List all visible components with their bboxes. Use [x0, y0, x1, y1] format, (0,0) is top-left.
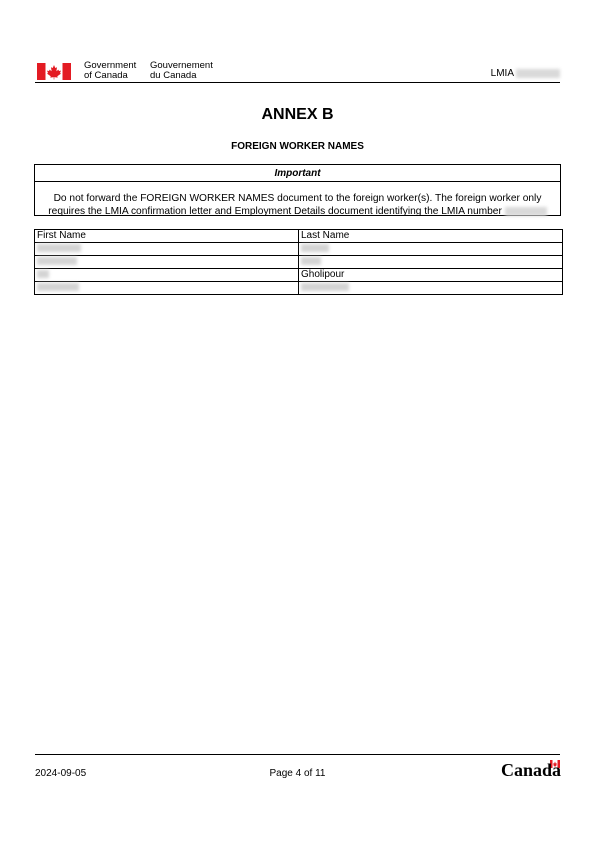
last-name-cell: Gholipour — [299, 269, 563, 282]
notice-title: Important — [274, 168, 321, 179]
column-header-first-name: First Name — [35, 230, 299, 243]
first-name-cell — [35, 282, 299, 295]
table-row — [35, 256, 563, 269]
last-name-cell — [299, 243, 563, 256]
gov-en-line2: of Canada — [84, 70, 128, 81]
gov-fr-line2: du Canada — [150, 70, 197, 81]
first-name-cell — [35, 256, 299, 269]
lmia-label: LMIA — [490, 68, 514, 79]
foreign-worker-names-table — [34, 229, 563, 295]
redacted-last-name — [301, 257, 321, 265]
header-divider — [35, 82, 560, 83]
redacted-last-name — [301, 283, 349, 291]
first-name-cell — [35, 269, 299, 282]
redacted-last-name — [301, 244, 329, 252]
first-name-cell — [35, 243, 299, 256]
notice-line-2 — [37, 205, 558, 218]
page-header — [35, 58, 560, 83]
notice-text — [37, 192, 558, 218]
notice-line-2-text: requires the LMIA confirmation letter and Employment Details document identifying the LMIA number — [48, 206, 502, 217]
lmia-number — [491, 68, 560, 79]
section-title: FOREIGN WORKER NAMES — [231, 141, 364, 152]
column-header-last-name: Last Name — [299, 230, 563, 243]
canada-wordmark: Canada — [500, 760, 561, 780]
government-of-canada-label — [84, 61, 136, 81]
redacted-lmia-number — [505, 207, 547, 216]
last-name-cell — [299, 282, 563, 295]
table-row — [35, 282, 563, 295]
last-name-cell — [299, 256, 563, 269]
notice-line-1: Do not forward the FOREIGN WORKER NAMES document to the foreign worker(s). The foreign worker only — [53, 193, 542, 204]
notice-divider — [35, 181, 560, 182]
canada-flag-icon — [37, 63, 71, 80]
gouvernement-du-canada-label — [150, 61, 213, 81]
gov-fr-line1: Gouvernement — [150, 60, 213, 71]
redacted-lmia-number — [516, 69, 560, 78]
redacted-first-name — [37, 270, 49, 278]
table-header-row — [35, 230, 563, 243]
redacted-first-name — [37, 244, 81, 252]
table-row — [35, 243, 563, 256]
page-number: Page 4 of 11 — [269, 768, 326, 779]
annex-title: ANNEX B — [261, 106, 334, 123]
document-date: 2024-09-05 — [35, 768, 87, 779]
gov-en-line1: Government — [84, 60, 137, 71]
important-notice-box — [34, 164, 561, 216]
redacted-first-name — [37, 283, 79, 291]
redacted-first-name — [37, 257, 77, 265]
footer-divider — [35, 754, 560, 755]
table-row — [35, 269, 563, 282]
